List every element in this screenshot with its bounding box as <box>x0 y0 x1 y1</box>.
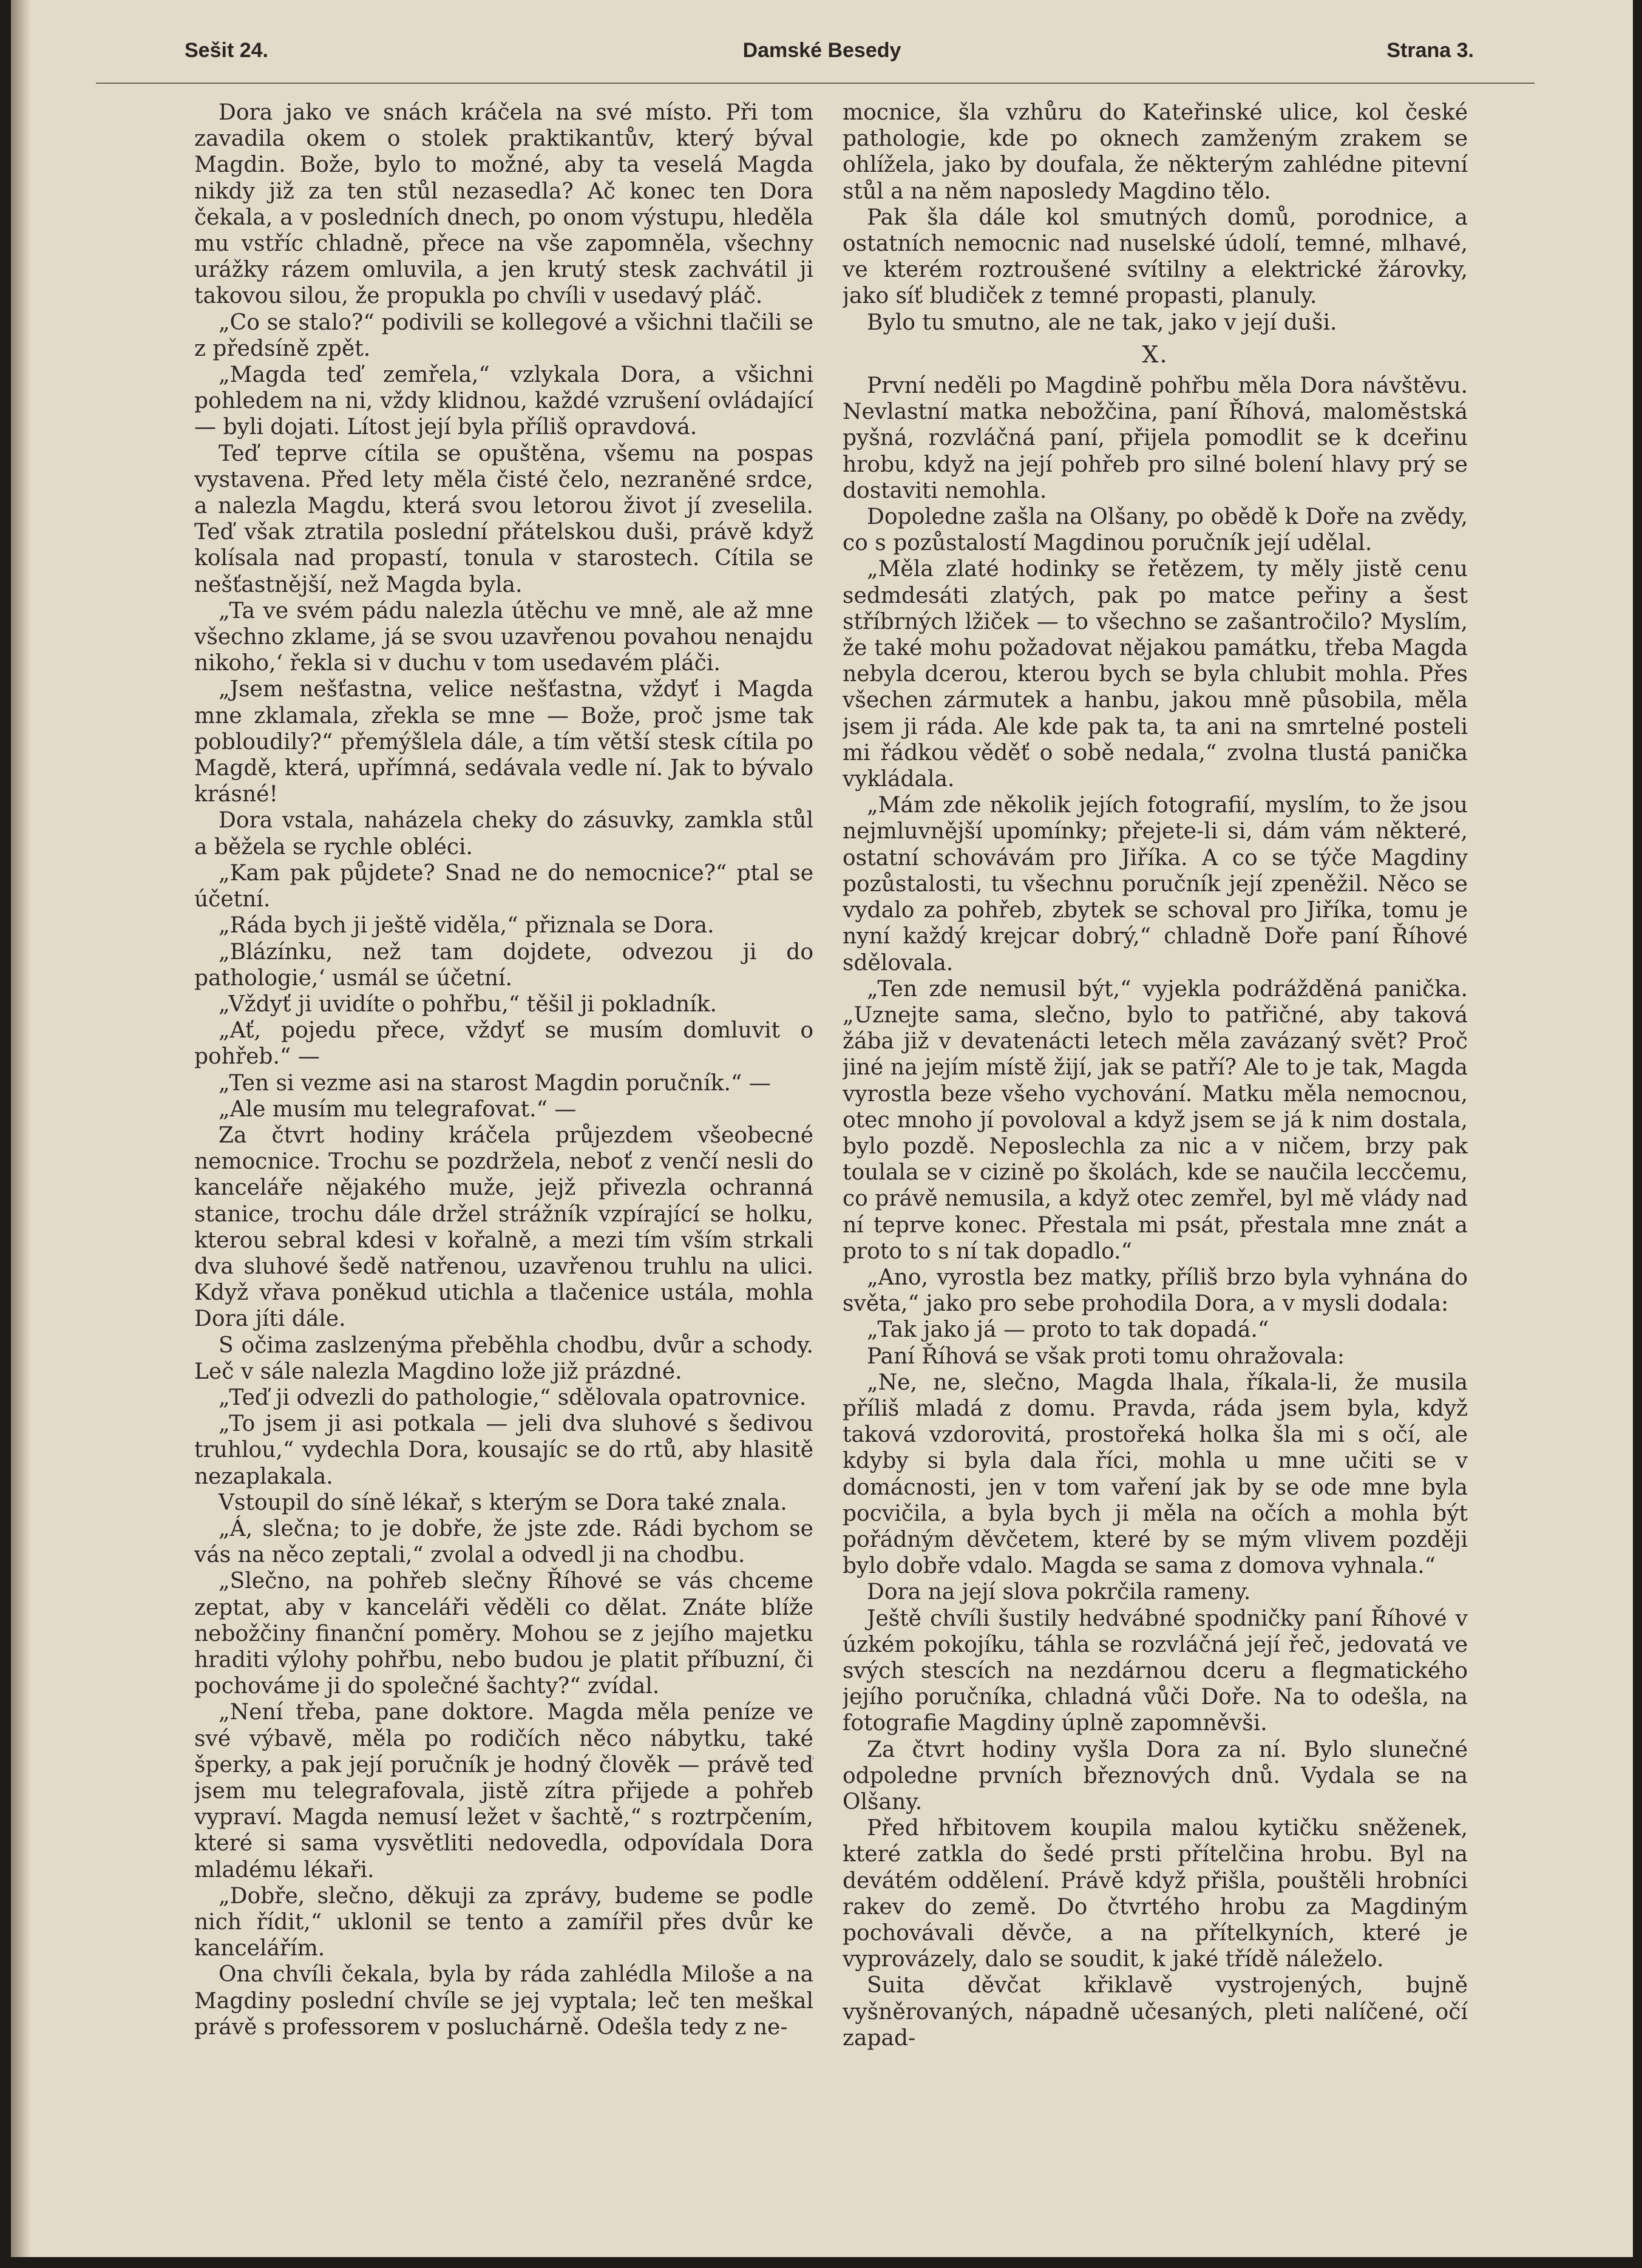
paragraph: Pak šla dále kol smutných domů, porodnice, a ostatních nemocnic nad nuselské údolí, temné, mlhavé, ve kterém roztroušené svítilny a elektrické žárovky, jako síť bludiček z temné propasti, planuly. <box>843 205 1468 309</box>
paragraph: „Teď ji odvezli do pathologie,“ sdělovala opatrovnice. <box>219 1385 807 1410</box>
right-column <box>843 100 1468 2249</box>
paragraph: „Mám zde několik jejích fotografií, myslím, to že jsou nejmluvnější upomínky; přejete-li si, dám vám některé, ostatní schovávám pro Jiříka. A co se týče Magdiny pozůstalosti, tu všechnu poručník její zpeněžil. Něco se vydalo za pohřeb, zbytek se schoval pro Jiříka, tomu je nyní každý krejcar dobrý,“ chladně Doře paní Říhové sdělovala. <box>843 793 1468 976</box>
paragraph: Suita děvčat křiklavě vystrojených, bujně vyšněrovaných, nápadně učesaných, pleti nalíčené, očí zapad- <box>843 1973 1468 2051</box>
paragraph: Dora jako ve snách kráčela na své místo. Při tom zavadila okem o stolek praktikantův, který býval Magdin. Bože, bylo to možné, aby ta veselá Magda nikdy již za ten stůl nezasedla? Ač konec ten Dora čekala, a v posledních dnech, po onom výstupu, hleděla mu vstříc chladně, přece na vše zapomněla, všechny urážky rázem omluvila, a jen krutý stesk zachvátil ji takovou silou, že propukla po chvíli v usedavý pláč. <box>194 100 813 309</box>
paragraph: „Není třeba, pane doktore. Magda měla peníze ve své výbavě, měla po rodičích něco nábytku, také šperky, a pak její poručník je hodný člověk — právě teď jsem mu telegrafovala, jistě zítra přijede a pohřeb vypraví. Magda nemusí ležet v šachtě,“ s roztrpčením, které si sama vysvětliti nedovedla, odpovídala Dora mladému lékaři. <box>194 1700 813 1883</box>
paragraph: Dopoledne zašla na Olšany, po obědě k Doře na zvědy, co s pozůstalostí Magdinou poručník její udělal. <box>843 504 1468 556</box>
paragraph: „Blázínku, než tam dojdete, odvezou ji do pathologie,‘ usmál se účetní. <box>194 939 813 991</box>
paragraph: „Magda teď zemřela,“ vzlykala Dora, a všichni pohledem na ni, vždy klidnou, každé vzrušení ovládající — byli dojati. Lítost její byla příliš opravdová. <box>194 362 813 440</box>
paragraph: „Dobře, slečno, děkuji za zprávy, budeme se podle nich řídit,“ uklonil se tento a zamířil přes dvůr ke kancelářím. <box>194 1883 813 1961</box>
paragraph: Za čtvrt hodiny kráčela průjezdem všeobecné nemocnice. Trochu se pozdržela, neboť z venčí nesli do kanceláře nějakého muže, jejž přivezla ochranná stanice, trochu dále držel strážník vzpírající se holku, kterou sebral kdesi v kořalně, a mezi tím vším strkali dva sluhové šedě natřenou, uzavřenou truhlu na ulici. Když vřava poněkud utichla a tlačenice ustála, mohla Dora jíti dále. <box>194 1122 813 1332</box>
paragraph: „Ten zde nemusil být,“ vyjekla podrážděná panička. „Uznejte sama, slečno, bylo to patřičné, aby taková žába již v devatenácti letech měla zavázaný svět? Proč jiné na jejím místě žijí, jak se patří? Ale to je tak, Magda vyrostla beze všeho vychování. Matku měla nemocnou, otec mnoho jí povoloval a když jsem se já k nim dostala, bylo pozdě. Neposlechla za nic a v ničem, brzy pak toulala se v cizině po školách, kde se naučila leccčemu, co právě nemusila, a když otec zemřel, byl mě vlády nad ní teprve konec. Přestala mi psát, přestala mne znát a proto to s ní tak dopadlo.“ <box>843 976 1468 1264</box>
paragraph: „Kam pak půjdete? Snad ne do nemocnice?“ ptal se účetní. <box>194 860 813 912</box>
paragraph: „To jsem ji asi potkala — jeli dva sluhové s šedivou truhlou,“ vydechla Dora, kousajíc se do rtů, aby hlasitě nezaplakala. <box>194 1411 813 1489</box>
paragraph: „Ta ve svém pádu nalezla útěchu ve mně, ale až mne všechno zklame, já se svou uzavřenou povahou nenajdu nikoho,‘ řekla si v duchu v tom usedavém pláči. <box>194 598 813 676</box>
paragraph-continued: mocnice, šla vzhůru do Kateřinské ulice, kol české pathologie, kde po oknech zamženým zrakem se ohlížela, jako by doufala, že některým zahlédne pitevní stůl a na něm naposledy Magdino tělo. <box>843 100 1468 204</box>
paragraph: „Ať, pojedu přece, vždyť se musím domluvit o pohřeb.“ — <box>194 1018 813 1070</box>
paragraph: „Ano, vyrostla bez matky, příliš brzo byla vyhnána do světa,“ jako pro sebe prohodila Dora, a v mysli dodala: <box>843 1265 1468 1317</box>
paragraph: Ona chvíli čekala, byla by ráda zahlédla Miloše a na Magdiny poslední chvíle se jej vyptala; leč ten meškal právě s professorem v posluchárně. Odešla tedy z ne- <box>194 1962 813 2040</box>
paragraph: „Ne, ne, slečno, Magda lhala, říkala-li, že musila příliš mladá z domu. Pravda, ráda jsem byla, když taková vzdorovitá, prostořeká holka šla mi s očí, ale kdyby si byla dala říci, mohla u mne učiti se v domácnosti, jen v tom vaření jak by se ode mne byla pocvičila, a byla bych ji měla na očích a mohla být pořádným děvčetem, které by se mým vlivem později bylo dobře vdalo. Magda se sama z domova vyhnala.“ <box>843 1370 1468 1579</box>
paragraph: První neděli po Magdině pohřbu měla Dora návštěvu. Nevlastní matka nebožčina, paní Říhová, maloměstská pyšná, rozvláčná paní, přijela pomodlit se k dceřinu hrobu, když na její pohřeb pro silné bolení hlavy prý se dostaviti nemohla. <box>843 373 1468 503</box>
page-number: Strana 3. <box>1386 39 1474 62</box>
paragraph: Dora vstala, naházela cheky do zásuvky, zamkla stůl a běžela se rychle obléci. <box>194 808 813 860</box>
header-rule <box>96 83 1535 84</box>
paragraph: „Měla zlaté hodinky se řetězem, ty měly jistě cenu sedmdesáti zlatých, pak po matce peřiny a šest stříbrných lžiček — to všechno se zašantročilo? Myslím, že také mohu požadovat nějakou památku, třeba Magda nebyla dcerou, kterou bych se byla chlubit mohla. Přes všechen zármutek a hanbu, jakou mně působila, měla jsem ji ráda. Ale kde pak ta, ta ani na smrtelné posteli mi řádkou věděť o sobě nedala,“ zvolna tlustá panička vykládala. <box>843 557 1468 792</box>
paragraph: Teď teprve cítila se opuštěna, všemu na pospas vystavena. Před lety měla čisté čelo, nezraněné srdce, a nalezla Magdu, která svou letorou život jí zveselila. Teď však ztratila poslední přátelskou duši, právě když kolísala nad propastí, tonula v starostech. Cítila se nešťastnější, než Magda byla. <box>194 441 813 597</box>
paragraph: „Ráda bych ji ještě viděla,“ přiznala se Dora. <box>219 913 714 939</box>
paragraph: „Vždyť ji uvidíte o pohřbu,“ těšil ji pokladník. <box>219 991 717 1017</box>
paragraph: Před hřbitovem koupila malou kytičku sněženek, které zatkla do šedé prsti přítelčina hrobu. Byl na devátém oddělení. Právě když přišla, pouštěli hrobníci rakev do země. Do čtvrtého hrobu za Magdiným pochovávali děvče, a na přítelkyních, které je vyprovázely, dalo se soudit, k jaké třídě náleželo. <box>843 1816 1468 1972</box>
paragraph: „Á, slečna; to je dobře, že jste zde. Rádi bychom se vás na něco zeptali,“ zvolal a odvedl ji na chodbu. <box>194 1516 813 1568</box>
magazine-page <box>11 0 1633 2257</box>
issue-number: Sešit 24. <box>185 39 268 62</box>
magazine-title: Damské Besedy <box>742 39 901 62</box>
paragraph: „Tak jako já — proto to tak dopadá.“ <box>867 1317 1269 1343</box>
chapter-number: X. <box>1142 341 1169 368</box>
paragraph: Za čtvrt hodiny vyšla Dora za ní. Bylo slunečné odpoledne prvních březnových dnů. Vydala se na Olšany. <box>843 1737 1468 1815</box>
paragraph: „Slečno, na pohřeb slečny Říhové se vás chceme zeptat, aby v kanceláři věděli co dělat. Znáte blíže nebožčiny finanční poměry. Mohou se z jejího majetku hraditi výlohy pohřbu, nebo budou je platit příbuzní, či pochováme ji do společné šachty?“ zvídal. <box>194 1569 813 1699</box>
page-header <box>11 0 1633 91</box>
paragraph: S očima zaslzenýma přeběhla chodbu, dvůr a schody. Leč v sále nalezla Magdino lože již prázdné. <box>194 1333 813 1384</box>
paragraph: Ještě chvíli šustily hedvábné spodničky paní Říhové v úzkém pokojíku, táhla se rozvláčná její řeč, jedovatá ve svých stescích na nezdárnou dceru a flegmatického jejího poručníka, chladná vůči Doře. Na to odešla, na fotografie Magdiny úplně zapomněvši. <box>843 1606 1468 1736</box>
paragraph: „Ten si vezme asi na starost Magdin poručník.“ — <box>219 1070 771 1096</box>
paragraph: Vstoupil do síně lékař, s kterým se Dora také znala. <box>219 1490 787 1515</box>
paragraph: „Co se stalo?“ podivili se kollegové a všichni tlačili se z předsíně zpět. <box>194 310 813 361</box>
page-binding-edge <box>11 0 32 2257</box>
left-column <box>194 100 813 2249</box>
paragraph: Paní Říhová se však proti tomu ohražovala: <box>867 1343 1345 1369</box>
paragraph: „Ale musím mu telegrafovat.“ — <box>219 1096 577 1122</box>
paragraph: Bylo tu smutno, ale ne tak, jako v její duši. <box>867 310 1337 335</box>
paragraph: „Jsem nešťastna, velice nešťastna, vždyť i Magda mne zklamala, zřekla se mne — Bože, proč jsme tak pobloudily?“ přemýšlela dále, a tím větší stesk cítila po Magdě, která, upřímná, sedávala vedle ní. Jak to bývalo krásné! <box>194 677 813 807</box>
paragraph: Dora na její slova pokrčila rameny. <box>867 1580 1251 1605</box>
